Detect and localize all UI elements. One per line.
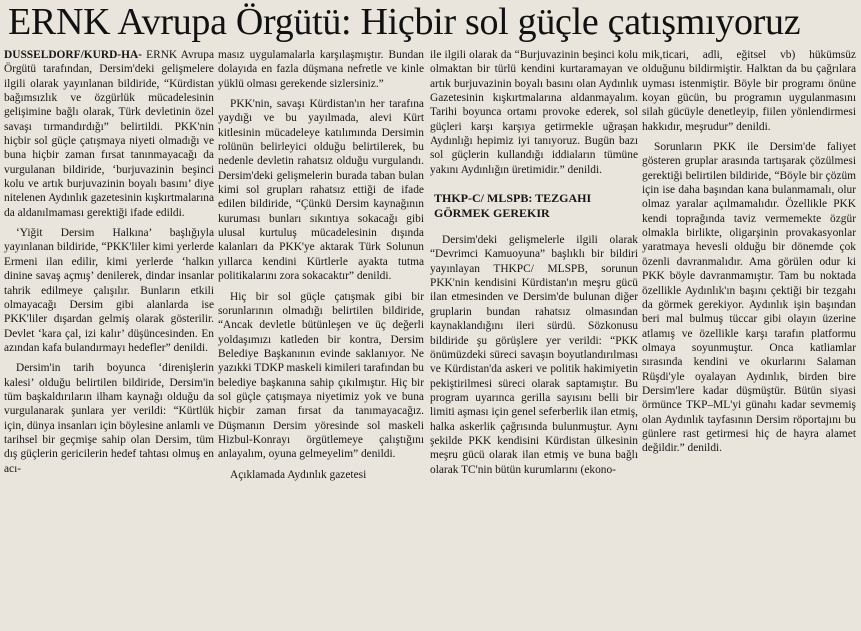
paragraph bbox=[4, 48, 214, 220]
article-column-2 bbox=[218, 48, 424, 631]
paragraph: ile ilgili olarak da “Burjuvazinin beşinci kolu olmaktan bir türlü kendini kurtaramayan ve artık burjuvazinin boyalı basını olan Aydınlık Gazetesinin kışkırtmalarına aldanmayalım. Tarihi boyunca ortamı provoke ederek, sol güçleri karşı karşıya getirmekle uğraşan Aydınlığı hepimiz iyi tanıyoruz. Bugün bazı sol güçlerin kullandığı iddiaların tümüne yakını Aydınlığın üretimidir.” denildi. bbox=[430, 49, 638, 176]
dateline: DUSSELDORF/KURD-HA- bbox=[4, 49, 142, 61]
article-column-3 bbox=[430, 48, 638, 631]
paragraph: Hiç bir sol güçle çatışmak gibi bir sorunlarının olmadığı belirtilen bildiride, “Ancak devletle bütünleşen ve üç değerli yoldaşımızı katleden bir kontra, Dersim Belediye Başkanının evinde saklanıyor. Ne yazıkki TDKP maskeli kimileri tarafından bu belediye başkanına sahip çıkılmıştır. Hiç bir sol güçle çatışmaya niyetimiz yok ve buna hiçbir zaman fırsat da tanımayacağız. Düşmanın Dersim yöresinde sol maskeli Hizbul-Konrayı örgütlemeye çalıştığını anlayalım, oyuna gelmeyelim” denildi. bbox=[218, 290, 424, 461]
paragraph: masız uygulamalarla karşılaşmıştır. Bundan dolayıda en fazla düşmana nefretle ve kinle yüklü olması gerekende sizlersiniz.” bbox=[218, 49, 424, 90]
paragraph: Sorunların PKK ile Dersim'de faliyet gösteren gruplar arasında tartışarak çözülmesi gerektiği belirtilen bildiride, “Böyle bir çözüm için ise daha başından kana bulanmamalı, olur olmaz yaralar açılmamalıdır. Özellikle PKK kendi toprağında taviz vermemekte özgür olmakla birlikte, oligarşinin provakasyonlar yaratmaya hevesli olduğu bir dönemde çok özenli davranmalıdır. Ama görülen odur ki PKK böyle davranmamıştır. Tam bu noktada özellikle Aydınlık'ın başını çektiği bir tezgahı da görmek gerekiyor. Aydınlık işin başından beri mal bulmuş tüccar gibi olayın üzerine atlamış ve özellikle karşı tarafın platformu olmaya soyunmuştur. Onca katliamlar sırasında kendini ve okurlarını Salaman Rüşdi'yle oyalayan Aydınlık, birden bire Dersim'lere kadar düşmüştür. Bütün siyasi örmünce TKP–ML'yi günahı kadar sevmemiş olan Aydınlık tayfasının Dersim röportajını bu günlere rast getirmesi hiç de hayra alamet değildir.” denildi. bbox=[642, 141, 856, 455]
paragraph: Dersim'in tarih boyunca ‘direnişlerin kalesi’ olduğu belirtilen bildiride, Dersim'in tüm başkaldırıların ilham kaynağı olduğu da vurgulanarak şunlara yer verildi: “Kürtlük için, dünya insanları için böylesine anlamlı ve tarihsel bir geçmişe sahip olan Dersim, tüm dış güçlerin gericilerin hedef tahtası olmuş en acı- bbox=[4, 362, 214, 475]
paragraph: PKK'nin, savaşı Kürdistan'ın her tarafına yaydığı ve bu yayılmada, alevi Kürt kitlesinin mücadeleye katılımında Dersimin rolünün belirleyici olduğu belirtilerek, bu nedenle devletin rahatsız olduğu vurgulandı. Dersim'deki gelişmelerin burada taban bulan kimi sol grupları rahatsız ettiği de ifade edilen bildiride, “Çünkü Dersim kaynağının kuruması bunları sıkıntıya sokacağı gibi ulusal kurtuluş mücadelesinin dışında kalanları da PKK'ye aktarak Türk Solunun yıllarca kendini Kürtlerle ayakta tutma politikalarını zora sokacaktır” denildi. bbox=[218, 98, 424, 283]
paragraph-text: ERNK Avrupa Örgütü tarafından, Dersim'deki gelişmelere ilgili olarak yayınlanan bildiride, “Kürdistan bağımsızlık ve özgürlük mücadelesinin gelişimine bağlı olarak, Türk devletinin özel savaşı tırmandırdığı” belirtildi. PKK'nin hiçbir sol güçle çatışmaya niyeti olmadığı ve buna hiçbir zaman fırsat tanınmayacağı da vurgulanan bildiride, ‘burjuvazinin beşinci kolu ve artık burjuvazinin boyalı basını’ diye nitelenen Aydınlık gazetesinin kışkırtmalarına da aldanılmaması gerektiği ifade edildi. bbox=[4, 49, 214, 219]
headline: ERNK Avrupa Örgütü: Hiçbir sol güçle çatışmıyoruz bbox=[8, 1, 801, 43]
article-column-1 bbox=[4, 48, 214, 631]
paragraph: ‘Yiğit Dersim Halkına’ başlığıyla yayınlanan bildiride, “PKK'liler kimi yerlerde Ermeni ilan edilir, kimi yerlerde ‘halkın dinine savaş açmış’ denilerek, dindar insanlar tahrik edilmeye çalışılır. Bunların etkili olmayacağı Dersim gibi alanlarda ise PKK'liler dışardan gelmiş olarak gösterilir. Devlet ‘kara çal, izi kalır’ düşüncesinden. En azından kafa bulandırmayı hedefler” denildi. bbox=[4, 227, 214, 354]
paragraph: mik,ticari, adli, eğitsel vb) hükümsüz olduğunu bildirmiştir. Halktan da bu çağrılara uyması istenmiştir. Böyle bir programı önüne koyan gücün, bu programın uygulanmasını silah gücüyle denetleyip, fiilen yönlendirmesi hakkıdır, meşrudur” denildi. bbox=[642, 49, 856, 133]
article-column-4 bbox=[642, 48, 856, 631]
paragraph: Dersim'deki gelişmelerle ilgili olarak “Devrimci Kamuoyuna” başlıklı bir bildiri yayınlayan THKPC/ MLSPB, sorunun PKK'nin kendisini Kürdistan'ın meşru gücü ilan etmesinden ve Dersim'de bulunan diğer gruplarin bundan rahatsız olmasından kaynaklandığını ileri sürdü. Sözkonusu bildiride şu görüşlere yer verildi: “PKK önümüzdeki süreci savaşın boyutlandırılması ve Kürdistan'da askeri ve politik hakimiyetin pekiştirilmesi süreci olarak saptamıştır. Bu program uyarınca gerilla sayısını belli bir limiti aşması için genel seferberlik ilan etmiş, halka askerlik çağrısında bulunmuştur. Aynı şekilde PKK kendisini Kürdistan ülkesinin meşru gücü olarak ilan etmiş ve buna bağlı olarak TC'nin bütün kurumlarını (ekono- bbox=[430, 234, 638, 476]
paragraph: Açıklamada Aydınlık gazetesi bbox=[230, 468, 367, 481]
subheading: THKP-C/ MLSPB: TEZGAHI GÖRMEK GEREKIR bbox=[434, 191, 592, 221]
